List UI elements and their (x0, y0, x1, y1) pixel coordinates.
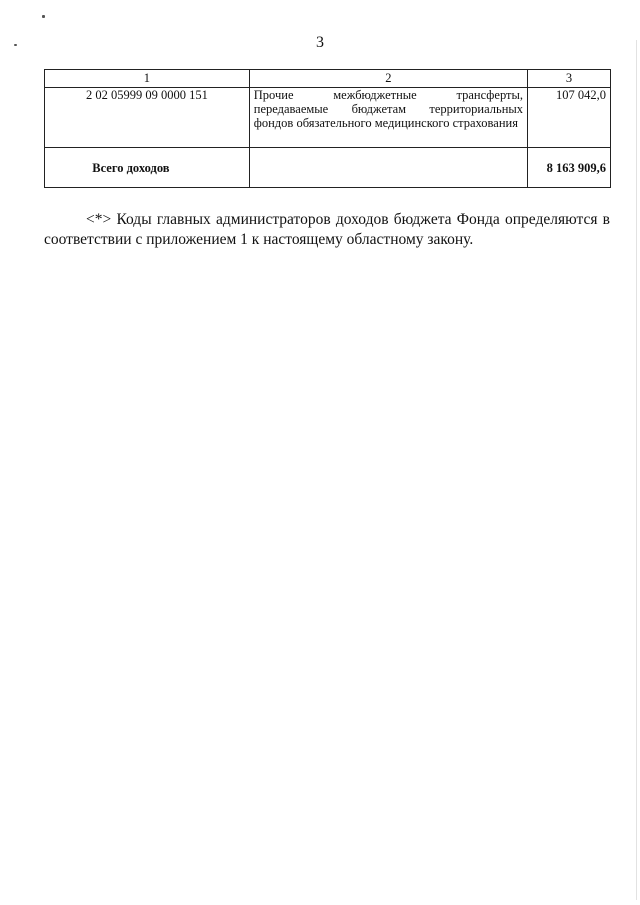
column-header-2: 2 (249, 70, 527, 88)
column-header-1: 1 (45, 70, 250, 88)
revenue-amount-cell: 107 042,0 (528, 88, 611, 148)
scan-edge-line (636, 40, 637, 900)
table-total-row (45, 148, 611, 188)
column-header-3: 3 (528, 70, 611, 88)
table-header-row (45, 70, 611, 88)
scan-mark (42, 15, 45, 18)
revenue-table (44, 69, 611, 188)
revenue-code-cell: 2 02 05999 09 0000 151 (45, 88, 250, 148)
total-description-cell (249, 148, 527, 188)
page-number: 3 (316, 34, 324, 51)
total-label-cell: Всего доходов (45, 148, 250, 188)
table-row (45, 88, 611, 148)
total-amount-cell: 8 163 909,6 (528, 148, 611, 188)
footnote-text: <*> Коды главных администраторов доходов бюджета Фонда определяются в соответствии с приложением 1 к настоящему областному закону. (44, 211, 610, 248)
revenue-description-cell: Прочие межбюджетные трансферты, передаваемые бюджетам территориальных фондов обязательного медицинского страхования (249, 88, 527, 148)
